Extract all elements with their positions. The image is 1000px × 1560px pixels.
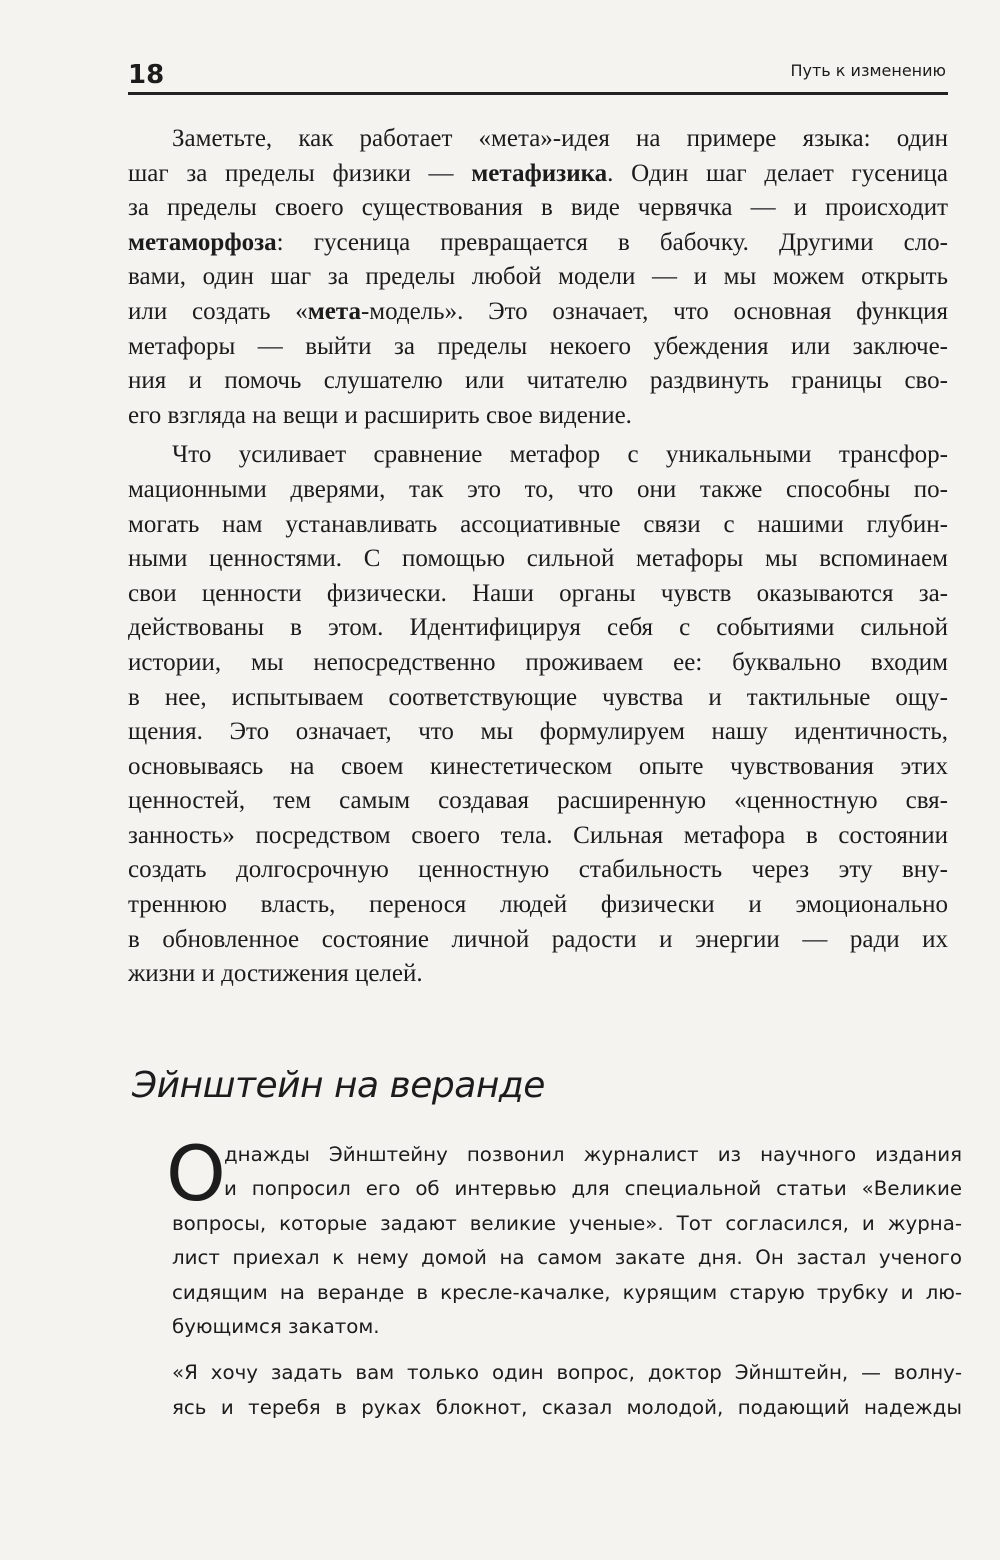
- page-number: 18: [128, 60, 165, 90]
- text-line: метаморфоза: гусеница превращается в бабочку. Другими сло-: [128, 228, 948, 256]
- text-line: сидящим на веранде в кресле-качалке, курящим старую трубку и лю-: [172, 1280, 962, 1304]
- text-line: мационными дверями, так это то, что они также способны по-: [128, 475, 948, 503]
- text-line: занность» посредством своего тела. Сильная метафора в состоянии: [128, 821, 948, 849]
- text-line: свои ценности физически. Наши органы чувств оказываются за-: [128, 579, 948, 607]
- text-line: создать долгосрочную ценностную стабильность через эту вну-: [128, 856, 948, 884]
- text-line: или создать «мета-модель». Это означает, что основная функция: [128, 297, 948, 325]
- text-line: его взгляда на вещи и расширить свое видение.: [128, 401, 632, 429]
- text-line: и попросил его об интервью для специальной статьи «Великие: [224, 1177, 962, 1201]
- text-line: могать нам устанавливать ассоциативные связи с нашими глубин-: [128, 510, 948, 538]
- text-line: истории, мы непосредственно проживаем ее: буквально входим: [128, 648, 948, 676]
- text-line: за пределы своего существования в виде червячка — и происходит: [128, 194, 948, 222]
- bold-term: метаморфоза: [128, 228, 277, 256]
- main-text: [128, 122, 948, 992]
- story-paragraph-1: [166, 1129, 962, 1344]
- text-line: Заметьте, как работает «мета»-идея на примере языка: один: [172, 125, 948, 152]
- header-rule: [128, 92, 948, 95]
- text-line: действованы в этом. Идентифицируя себя с событиями сильной: [128, 614, 948, 642]
- text-line: метафоры — выйти за пределы некоего убеждения или заключе-: [128, 332, 948, 360]
- text-line: вами, один шаг за пределы любой модели — и мы можем открыть: [128, 263, 948, 291]
- text-line: основываясь на своем кинестетическом опыте чувствования этих: [128, 752, 948, 780]
- story-text: [166, 1129, 962, 1425]
- text-line: днажды Эйнштейну позвонил журналист из научного издания: [224, 1143, 962, 1166]
- text-line: бующимся закатом.: [172, 1314, 380, 1338]
- text-line: ными ценностями. С помощью сильной метафоры мы вспоминаем: [128, 545, 948, 573]
- text-line: щения. Это означает, что мы формулируем нашу идентичность,: [128, 718, 948, 746]
- paragraph-2: [128, 438, 948, 992]
- bold-term: мета: [307, 297, 361, 325]
- drop-cap: О: [166, 1129, 226, 1218]
- running-title: Путь к изменению: [790, 61, 946, 80]
- paragraph-1: [128, 122, 948, 433]
- text-line: треннюю власть, перенося людей физически и эмоционально: [128, 891, 948, 919]
- section-heading: Эйнштейн на веранде: [132, 1065, 545, 1106]
- text-line: Что усиливает сравнение метафор с уникальными трансфор-: [172, 441, 948, 469]
- text-line: ясь и теребя в руках блокнот, сказал молодой, подающий надежды: [172, 1395, 962, 1419]
- bold-term: метафизика: [471, 159, 608, 187]
- text-line: в нее, испытываем соответствующие чувства и тактильные ощу-: [128, 683, 948, 711]
- text-line: лист приехал к нему домой на самом закате дня. Он застал ученого: [172, 1246, 962, 1270]
- text-line: шаг за пределы физики — метафизика. Один шаг делает гусеница: [128, 159, 948, 187]
- text-line: ценностей, тем самым создавая расширенную «ценностную свя-: [128, 787, 948, 815]
- text-line: «Я хочу задать вам только один вопрос, доктор Эйнштейн, — волну-: [172, 1361, 962, 1385]
- text-line: вопросы, которые задают великие ученые». Тот согласился, и журна-: [172, 1211, 962, 1235]
- text-line: в обновленное состояние личной радости и энергии — ради их: [128, 925, 948, 953]
- story-paragraph-2: [172, 1356, 962, 1425]
- text-line: жизни и достижения целей.: [128, 960, 423, 988]
- text-line: ния и помочь слушателю или читателю раздвинуть границы сво-: [128, 367, 948, 395]
- page-header: [128, 54, 948, 98]
